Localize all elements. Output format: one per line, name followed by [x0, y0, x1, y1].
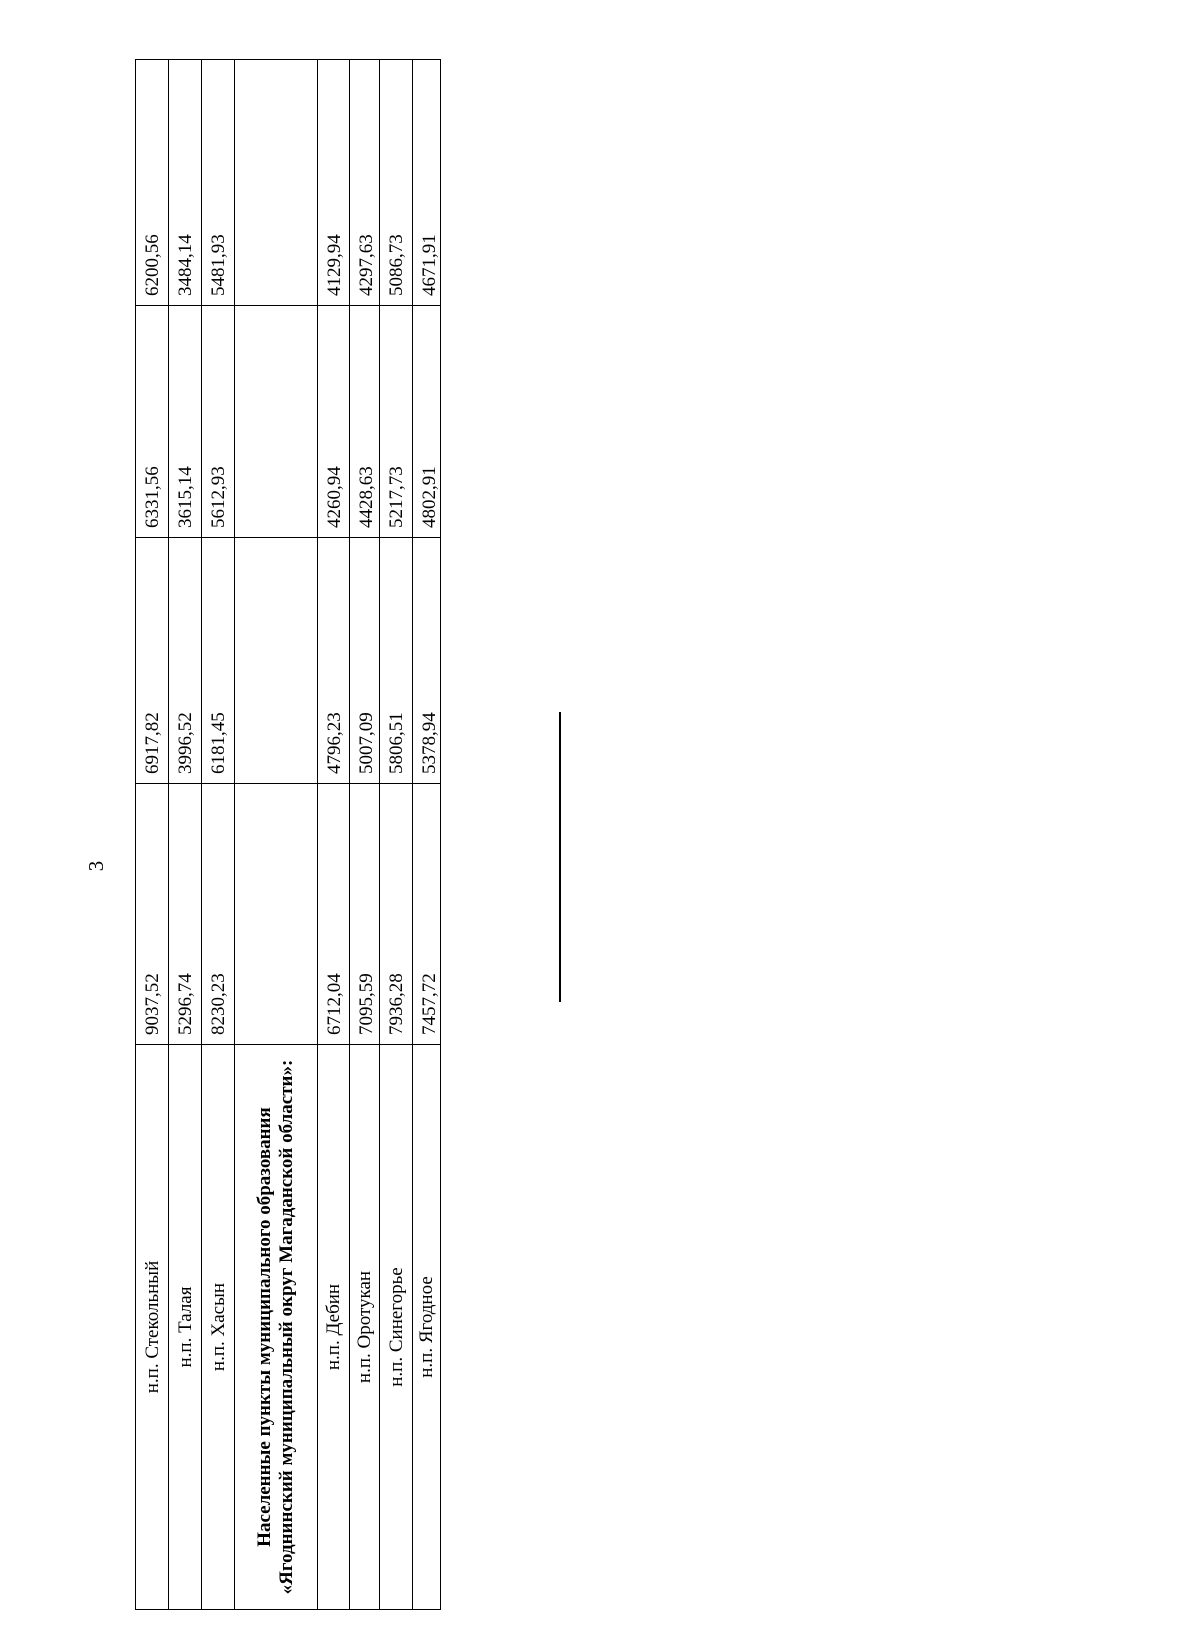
settlement-name: н.п. Оротукан — [350, 1045, 380, 1610]
table-row — [413, 60, 441, 1610]
value-cell: 6181,45 — [202, 538, 235, 784]
value-cell: 5806,51 — [380, 538, 413, 784]
tariff-table — [135, 59, 441, 1610]
value-cell: 7936,28 — [380, 784, 413, 1045]
value-cell: 5217,73 — [380, 306, 413, 538]
value-cell — [235, 306, 318, 538]
table-row — [136, 60, 169, 1610]
value-cell: 4796,23 — [318, 538, 350, 784]
value-cell: 7095,59 — [350, 784, 380, 1045]
value-cell: 4297,63 — [350, 60, 380, 306]
settlement-name: н.п. Хасын — [202, 1045, 235, 1610]
value-cell: 3615,14 — [169, 306, 202, 538]
value-cell: 4802,91 — [413, 306, 441, 538]
value-cell: 4671,91 — [413, 60, 441, 306]
value-cell: 9037,52 — [136, 784, 169, 1045]
table-row — [318, 60, 350, 1610]
table-row — [235, 60, 318, 1610]
settlement-name: н.п. Дебин — [318, 1045, 350, 1610]
table-row — [380, 60, 413, 1610]
value-cell: 5007,09 — [350, 538, 380, 784]
value-cell: 8230,23 — [202, 784, 235, 1045]
value-cell: 5612,93 — [202, 306, 235, 538]
value-cell — [235, 784, 318, 1045]
settlement-name: н.п. Талая — [169, 1045, 202, 1610]
value-cell: 6712,04 — [318, 784, 350, 1045]
value-cell: 7457,72 — [413, 784, 441, 1045]
value-cell — [235, 538, 318, 784]
value-cell: 3484,14 — [169, 60, 202, 306]
separator-line — [559, 712, 561, 1002]
value-cell: 3996,52 — [169, 538, 202, 784]
table-row — [350, 60, 380, 1610]
value-cell: 4428,63 — [350, 306, 380, 538]
settlement-name: н.п. Стекольный — [136, 1045, 169, 1610]
section-header: Населенные пункты муниципального образования «Ягоднинский муниципальный округ Магаданской области»: — [235, 1045, 318, 1610]
value-cell — [235, 60, 318, 306]
value-cell: 5378,94 — [413, 538, 441, 784]
value-cell: 5296,74 — [169, 784, 202, 1045]
table-row — [169, 60, 202, 1610]
value-cell: 4129,94 — [318, 60, 350, 306]
value-cell: 6200,56 — [136, 60, 169, 306]
settlement-name: н.п. Синегорье — [380, 1045, 413, 1610]
value-cell: 5481,93 — [202, 60, 235, 306]
table-row — [202, 60, 235, 1610]
tariff-table-rotated — [135, 60, 440, 1610]
settlement-name: н.п. Ягодное — [413, 1045, 441, 1610]
page-number: 3 — [84, 860, 108, 872]
value-cell: 5086,73 — [380, 60, 413, 306]
value-cell: 6917,82 — [136, 538, 169, 784]
value-cell: 6331,56 — [136, 306, 169, 538]
value-cell: 4260,94 — [318, 306, 350, 538]
